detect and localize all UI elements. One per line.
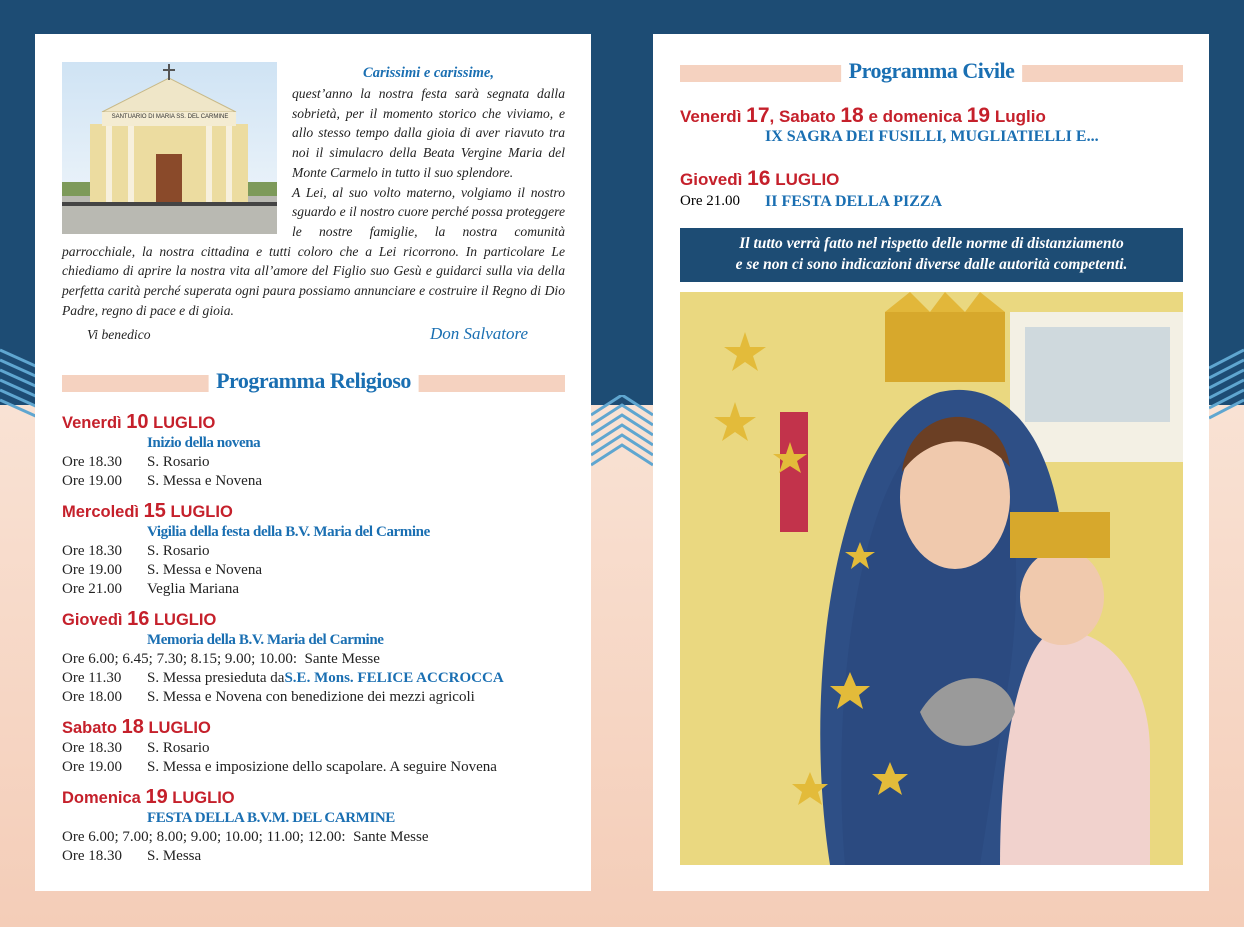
day-subtitle: FESTA DELLA B.V.M. DEL CARMINE [147, 810, 395, 826]
day-subtitle: Vigilia della festa della B.V. Maria del Carmine [147, 524, 430, 540]
day-heading: Giovedì 16 LUGLIO [62, 608, 217, 630]
day-block [62, 500, 572, 599]
greeting: Carissimi e carissime, [363, 65, 494, 81]
civil-section-title: Programma Civile [841, 58, 1023, 84]
chevron-left-decoration [0, 340, 40, 460]
civil-event-1 [680, 104, 1183, 146]
day-subtitle: Memoria della B.V. Maria del Carmine [147, 632, 384, 648]
intro-letter [62, 62, 565, 320]
event-dates: Venerdì 17, Sabato 18 e domenica 19 Luglio [680, 104, 1046, 127]
religious-program [62, 411, 572, 875]
schedule-row: Ore 18.00 S. Messa e Novena con benedizione dei mezzi agricoli [62, 689, 475, 705]
schedule-row: Ore 19.00 S. Messa e Novena [62, 473, 262, 489]
event-dates: Giovedì 16 LUGLIO [680, 167, 840, 190]
celebrant-name: S.E. Mons. FELICE ACCROCCA [284, 670, 504, 686]
civil-event-2 [680, 167, 1183, 212]
event-title: IX SAGRA DEI FUSILLI, MUGLIATIELLI E... [765, 128, 1099, 145]
letter-paragraph-1: quest’anno la nostra festa sarà segnata dalla sobrietà, per il momento storico che viviamo, e allo stesso tempo dalla gioia di aver riavuto tra noi il simulacro della Beata Vergine Maria del Monte Carmelo in tutto il suo splendore. [292, 86, 565, 180]
schedule-row: Ore 21.00 Veglia Mariana [62, 581, 240, 597]
day-block [62, 716, 572, 777]
chevron-center-decoration [591, 395, 653, 485]
day-block [62, 608, 572, 707]
civil-section-header [680, 58, 1183, 83]
schedule-row: Ore 6.00; 6.45; 7.30; 8.15; 9.00; 10.00: Sante Messe [62, 651, 380, 667]
religious-section-header [62, 368, 565, 393]
day-heading: Mercoledì 15 LUGLIO [62, 500, 233, 522]
schedule-row: Ore 19.00 S. Messa e imposizione dello scapolare. A seguire Novena [62, 759, 497, 775]
left-page [35, 34, 591, 891]
schedule-row: Ore 21.00 II FESTA DELLA PIZZA [680, 193, 943, 210]
day-heading: Venerdì 10 LUGLIO [62, 411, 216, 433]
schedule-row: Ore 19.00 S. Messa e Novena [62, 562, 262, 578]
schedule-row: Ore 18.30 S. Rosario [62, 543, 210, 559]
blessing: Vi benedico [87, 327, 151, 342]
schedule-row: Ore 18.30 S. Rosario [62, 740, 210, 756]
day-heading: Domenica 19 LUGLIO [62, 786, 235, 808]
day-subtitle: Inizio della novena [147, 435, 261, 451]
religious-section-title: Programma Religioso [208, 368, 419, 394]
event-title: II FESTA DELLA PIZZA [765, 193, 943, 210]
right-page [653, 34, 1209, 891]
schedule-row: Ore 18.30 S. Messa [62, 848, 202, 864]
day-block [62, 411, 572, 491]
chevron-right-decoration [1209, 340, 1244, 460]
church-sign: SANTUARIO DI MARIA SS. DEL CARMINE [111, 114, 229, 120]
day-heading: Sabato 18 LUGLIO [62, 716, 211, 738]
notice-box: Il tutto verrà fatto nel rispetto delle norme di distanziamento e se non ci sono indicazioni diverse dalle autorità competenti. [680, 228, 1183, 282]
schedule-row: Ore 18.30 S. Rosario [62, 454, 210, 470]
day-block [62, 786, 572, 866]
schedule-row: Ore 6.00; 7.00; 8.00; 9.00; 10.00; 11.00; 12.00: Sante Messe [62, 829, 429, 845]
signature: Don Salvatore [430, 324, 529, 343]
madonna-statue-photo [680, 292, 1183, 865]
letter-paragraph-2: A Lei, al suo volto materno, volgiamo il nostro sguardo e il nostro cuore perché possa proteggere le nostre famiglie, la nostra comunità parrocchiale, la nostra cittadina e tutti coloro che a Lei ricorrono. In particolare Le chiediamo di aprire la nostra vita all’amore del Figlio suo Gesù e guidarci sulla via della perfetta carità perché superata ogni paura possiamo annunciare e costruire il Regno di Dio Padre, regno di pace e di gioia. [62, 184, 565, 318]
schedule-row: Ore 11.30 S. Messa presieduta da S.E. Mons. FELICE ACCROCCA [62, 670, 504, 686]
